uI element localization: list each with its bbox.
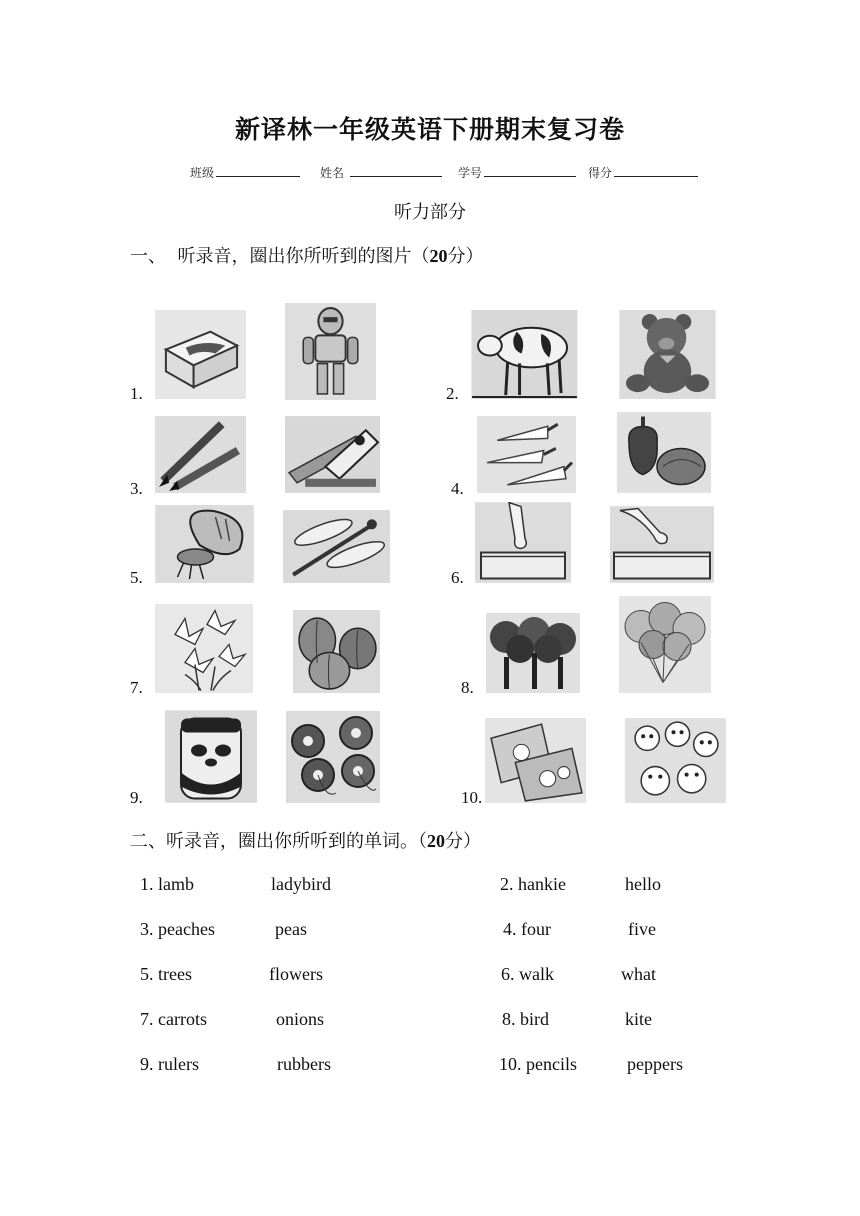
word-option[interactable]: peppers [627, 1054, 683, 1074]
word-option[interactable]: 8. bird [502, 1009, 549, 1029]
word-option[interactable]: 9. rulers [140, 1054, 199, 1074]
class-label: 班级 [190, 166, 215, 180]
dragonfly-icon[interactable] [283, 510, 390, 583]
section1-score: 20 [429, 246, 448, 266]
item-label: 9. [130, 788, 143, 807]
word-option[interactable]: rubbers [277, 1054, 331, 1074]
hankies-icon[interactable] [485, 718, 586, 803]
item-label: 1. [130, 384, 143, 403]
word-option[interactable]: what [621, 964, 656, 984]
section-subtitle: 听力部分 [394, 202, 466, 223]
word-option[interactable]: peas [275, 919, 307, 939]
word-option[interactable]: 5. trees [140, 964, 192, 984]
butterfly-icon[interactable] [155, 505, 254, 583]
peppers-icon[interactable] [617, 412, 711, 493]
word-option[interactable]: 3. peaches [140, 919, 215, 939]
word-option[interactable]: 1. lamb [140, 874, 194, 894]
trees-icon[interactable] [486, 613, 580, 693]
word-option[interactable]: hello [625, 874, 661, 894]
carrots-icon[interactable] [477, 416, 576, 493]
hand-box-icon[interactable] [475, 502, 571, 583]
word-option[interactable]: 2. hankie [500, 874, 566, 894]
section2-text: 二、听录音，圈出你所听到的单词。（ [130, 831, 427, 852]
section2-heading [130, 827, 481, 853]
word-option[interactable]: 6. walk [501, 964, 554, 984]
item-label: 3. [130, 479, 143, 498]
rubber-icon[interactable] [155, 310, 246, 399]
onions-icon[interactable] [293, 610, 380, 693]
balloons-icon[interactable] [619, 596, 711, 693]
name-label: 姓名 [320, 166, 345, 180]
section2-score: 20 [427, 831, 445, 851]
lily-flowers-icon[interactable] [155, 604, 253, 693]
section2-score-unit: 分） [445, 831, 481, 852]
section1-text: 听录音，圈出你所听到的图片（ [177, 246, 430, 267]
item-label: 5. [130, 568, 143, 587]
student-id-field[interactable] [458, 164, 576, 181]
teddy-bear-icon[interactable] [619, 310, 716, 399]
section1-score-unit: 分） [447, 246, 484, 267]
section1-heading [130, 242, 483, 268]
score-label: 得分 [588, 166, 613, 180]
pencils-icon[interactable] [155, 416, 246, 493]
ruler-and-glue-icon[interactable] [285, 416, 380, 493]
item-label: 8. [461, 678, 474, 697]
word-option[interactable]: 10. pencils [499, 1054, 577, 1074]
class-field[interactable] [190, 164, 300, 181]
item-label: 4. [451, 479, 464, 498]
item-label: 10. [461, 788, 483, 807]
yoyos-icon[interactable] [286, 711, 380, 803]
word-option[interactable]: flowers [269, 964, 323, 984]
word-option[interactable]: 4. four [503, 919, 551, 939]
item-label: 2. [446, 384, 459, 403]
item-label: 6. [451, 568, 464, 587]
page-title: 新译林一年级英语下册期末复习卷 [234, 115, 625, 144]
score-field[interactable] [588, 164, 698, 181]
panda-pencil-case-icon[interactable] [165, 710, 257, 803]
word-option[interactable]: 7. carrots [140, 1009, 207, 1029]
animal-stickers-icon[interactable] [625, 718, 726, 803]
cow-icon[interactable] [471, 310, 578, 399]
hand-box-icon[interactable] [610, 506, 714, 583]
section1-number: 一、 [130, 246, 166, 267]
item-label: 7. [130, 678, 143, 697]
student-id-label: 学号 [458, 166, 483, 180]
name-field[interactable] [320, 164, 442, 181]
word-option[interactable]: onions [276, 1009, 325, 1029]
word-option[interactable]: ladybird [271, 874, 331, 894]
word-option[interactable]: five [628, 919, 656, 939]
robot-icon[interactable] [285, 303, 376, 400]
word-option[interactable]: kite [625, 1009, 652, 1029]
